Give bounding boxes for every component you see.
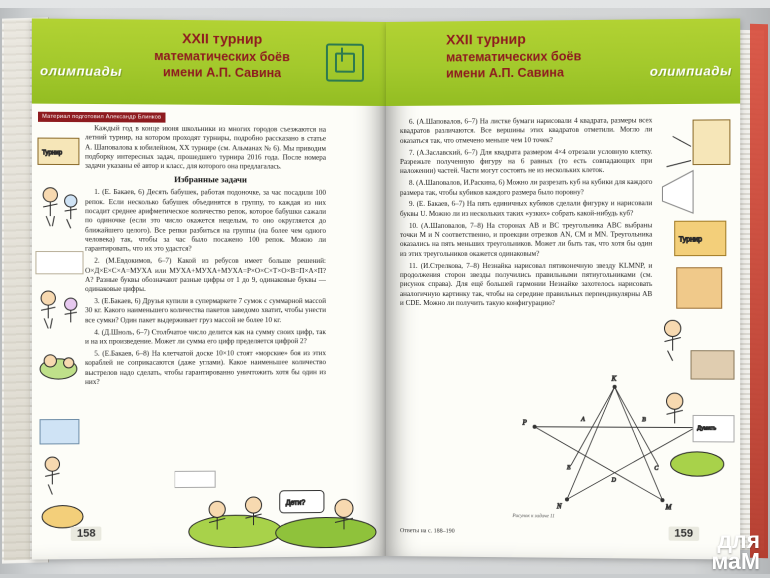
problem-8: 8. (А.Шаповалов, И.Раскина, 6) Можно ли разрезать куб на кубики для каждого размера так, чтобы кубиков каждого размера было поровну? [399, 178, 653, 197]
open-book-spread [36, 22, 736, 556]
right-page [386, 18, 740, 559]
turnir-logo-icon [326, 43, 364, 81]
svg-text:E: E [566, 465, 571, 472]
svg-text:Дети?: Дети? [285, 499, 306, 507]
svg-text:B: B [642, 417, 646, 424]
right-page-title-line2: математических боёв [446, 49, 582, 65]
left-page-credit: Материал подготовил Александр Блинков [38, 112, 165, 123]
svg-text:P: P [522, 418, 527, 427]
book-cover-strip [750, 24, 768, 559]
left-page-folio: 158 [71, 527, 102, 541]
problem-4: 4. (Д.Шноль, 6–7) Столбчатое число делится как на сумму своих цифр, так и на их произведение. Может ли сумма его цифр пределяется цифрой 2? [85, 327, 326, 346]
right-page-text-column [400, 116, 652, 311]
svg-text:Турнир: Турнир [678, 236, 703, 244]
figure-caption: Рисунок к задаче 11 [512, 514, 555, 520]
answers-note: Ответы на с. 188–190 [399, 528, 455, 535]
problem-1: 1. (Е. Бакаев, 6) Десять бабушек, работая подоночке, за час посадили 100 репок. Если несколько бабушек объединятся в группу, то каждая из них посадит среднее арифметическое количество репок, которое бабушки сажали по одиночке (если это число окажется нецелым, то оно округляется до ближайшего целого). Все репки разбиться на группы (на более чем одного человека) так, чтобы за час было посажено 100 репок. Можно ли гарантировать, что их это удастся? [85, 188, 326, 254]
svg-text:C: C [654, 465, 659, 472]
left-page-text-column [85, 124, 326, 390]
problem-3: 3. (Е.Бакаев, 6) Друзья купили в супермаркете 7 сумок с суммарной массой 30 кг. Какого наименьшего количества пакетов заведомо хватит, чтобы унести все сумки? Один пакет выдерживает груз массой не более 10 кг. [85, 297, 326, 325]
problem-10: 10. (А.Шаповалов, 7–8) На сторонах AB и BC треугольника ABC выбраны точки M и N соответственно, и проекции отрезков AN, CM и MN. Треугольника оказались на пять меньших треугольников. Может ли быть так, что хотя бы один из этих треугольников окажется одинаковым? [399, 220, 653, 258]
svg-text:A: A [581, 416, 585, 423]
watermark-line1: для [717, 526, 760, 553]
svg-text:Турнир: Турнир [42, 150, 63, 157]
left-page-title [126, 29, 318, 81]
problem-11: 11. (И.Стрелкова, 7–8) Незнайка нарисовал пятиконечную звезду KLMNP, и продолжения сторон звезды получились правильными пятиугольниками (см. рисунок справа). Для ещё большей гармонии Незнайке захотелось нарисовать аналогичную картинку так, чтобы на середине правильных перпендикулярны AB и CDE. Можно ли получить такую конфигурацию? [399, 261, 653, 308]
left-page-bottom-illustration [175, 468, 386, 550]
watermark [711, 526, 760, 574]
svg-text:D: D [611, 477, 616, 484]
right-margin-illustrations [652, 116, 740, 481]
problem-2: 2. (М.Евдокимов, 6–7) Какой из ребусов имеет больше решений: О×Д×Е×С×А=МУХА или МУХА+МУХА+МУХА=Р×О×С×Т×О×В=П×А×П?А? Разные буквы обозначают разные цифры от 1 до 9, одинаковые буквы — одинаковые цифры. [85, 256, 326, 294]
svg-text:K: K [611, 374, 617, 383]
svg-text:N: N [556, 502, 562, 511]
left-page-title-line3: имени А.П. Савина [162, 65, 282, 81]
left-page-title-line1: XXII турнир [182, 30, 263, 47]
left-page-intro: Каждый год в конце июня школьники из многих городов съезжаются на летний турнир, на котором проходят турниры, подробно рассказано в статье А. Шаповалова к юбилейном, XX турнире (см. Альманах № 6). Мы приводим подборку интересных задач, прошедшего турнира 2016 года. После номера задачи указаны её автор и класс, для которого она предлагалась. [85, 124, 326, 171]
right-page-title-line3: имени А.П. Савина [446, 65, 564, 81]
left-margin-illustrations [32, 130, 89, 535]
right-page-title [446, 29, 648, 81]
right-page-title-line1: XXII турнир [446, 30, 526, 48]
svg-text:Думать: Думать [697, 425, 717, 432]
left-page [32, 18, 386, 559]
problem-6: 6. (А.Шаповалов, 6–7) На листке бумаги нарисовали 4 квадрата, размеры всех квадратов различаются. Все вершины этих квадратов отметили. Могло ли оказаться так, что отмечено меньше чем 10 точек? [399, 116, 653, 145]
left-page-title-line2: математических боёв [154, 48, 290, 65]
problem-5: 5. (Е.Бакаев, 6–8) На клетчатой доске 10×10 стоят «морские» боя из этих кораблей не соприкасаются (даже углами). Какое наименьшее количество выстрелов надо сделать, чтобы гарантированно уничтожить хотя бы один из них? [85, 349, 326, 387]
left-page-section-heading: Избранные задачи [174, 174, 247, 185]
right-page-folio: 159 [668, 526, 699, 540]
watermark-line2: маM [711, 547, 760, 574]
problem-9: 9. (Е. Бакаев, 6–7) На пять единичных кубиков сделали фигурку и нарисовали буквы U. Можно ли из нескольких таких «узких» собрать какой-нибудь куб? [399, 199, 653, 218]
left-page-corner-label: олимпиады [40, 63, 123, 79]
right-page-corner-label: олимпиады [649, 63, 732, 79]
svg-text:M: M [665, 503, 672, 512]
problem-7: 7. (А.Заславский, 6–7) Для квадрата размером 4×4 отрезали условную клетку. Разрежьте полученную фигуру на 6 равных (то есть совпадающих при наложении) частей. Части могут состоять не из нескольких клеток. [399, 147, 653, 176]
left-page-edge-color [4, 20, 30, 561]
